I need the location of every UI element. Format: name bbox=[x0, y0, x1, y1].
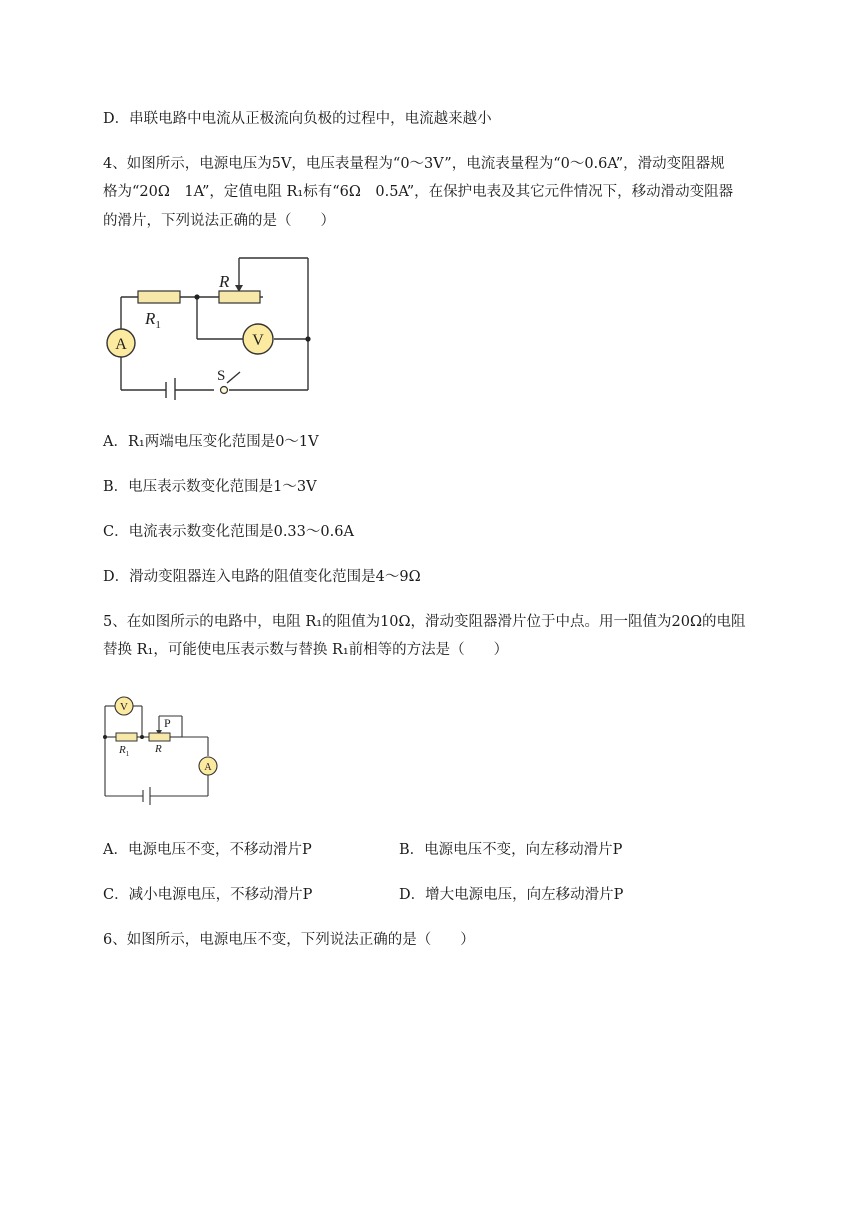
label-v: V bbox=[252, 332, 264, 349]
rheostat-r bbox=[219, 291, 260, 303]
label-r: R bbox=[155, 743, 162, 755]
q3-option-d: D．串联电路中电流从正极流向负极的过程中，电流越来越小 bbox=[103, 111, 492, 127]
resistor-r1 bbox=[116, 733, 137, 741]
junction-dot bbox=[140, 735, 144, 739]
junction-dot bbox=[194, 294, 199, 299]
q5-stem-line1: 5、在如图所示的电路中，电阻 R₁的阻值为10Ω，滑动变阻器滑片位于中点。用一阻值为20Ω的电阻 bbox=[103, 614, 746, 630]
q6-stem: 6、如图所示，电源电压不变，下列说法正确的是（ ） bbox=[103, 932, 475, 948]
label-r1: $R_1$ bbox=[145, 309, 161, 331]
q4-circuit-diagram bbox=[100, 250, 320, 400]
label-a: A bbox=[204, 762, 212, 773]
label-a: A bbox=[115, 336, 127, 353]
label-r1: $R_1$ bbox=[119, 744, 130, 758]
resistor-r1 bbox=[138, 291, 180, 303]
junction-dot bbox=[103, 735, 107, 739]
q5-option-a: A．电源电压不变，不移动滑片P bbox=[103, 842, 312, 858]
q4-stem-line2: 格为“20Ω 1A”，定值电阻 R₁标有“6Ω 0.5A”，在保护电表及其它元件情况下，移动滑动变阻器 bbox=[103, 184, 734, 200]
junction-dot bbox=[305, 336, 310, 341]
q4-option-c: C．电流表示数变化范围是0.33～0.6A bbox=[103, 524, 354, 540]
q5-circuit-diagram bbox=[100, 690, 225, 805]
q4-option-b: B．电压表示数变化范围是1～3V bbox=[103, 479, 317, 495]
label-s: S bbox=[217, 368, 226, 384]
q5-option-c: C．减小电源电压，不移动滑片P bbox=[103, 887, 313, 903]
label-p: P bbox=[164, 716, 171, 730]
q4-stem-line1: 4、如图所示，电源电压为5V，电压表量程为“0～3V”，电流表量程为“0～0.6A”，滑动变阻器规 bbox=[103, 156, 725, 172]
label-v: V bbox=[120, 701, 128, 713]
q4-option-d: D．滑动变阻器连入电路的阻值变化范围是4～9Ω bbox=[103, 569, 421, 585]
q5-option-b: B．电源电压不变，向左移动滑片P bbox=[399, 842, 623, 858]
q5-option-d: D．增大电源电压，向左移动滑片P bbox=[399, 887, 624, 903]
q5-stem-line2: 替换 R₁，可能使电压表示数与替换 R₁前相等的方法是（ ） bbox=[103, 642, 509, 658]
switch-contact bbox=[221, 387, 228, 394]
rheostat-r bbox=[149, 733, 170, 741]
q4-stem-line3: 的滑片，下列说法正确的是（ ） bbox=[103, 213, 335, 229]
q4-option-a: A．R₁两端电压变化范围是0～1V bbox=[103, 434, 319, 450]
label-r: R bbox=[219, 272, 230, 291]
